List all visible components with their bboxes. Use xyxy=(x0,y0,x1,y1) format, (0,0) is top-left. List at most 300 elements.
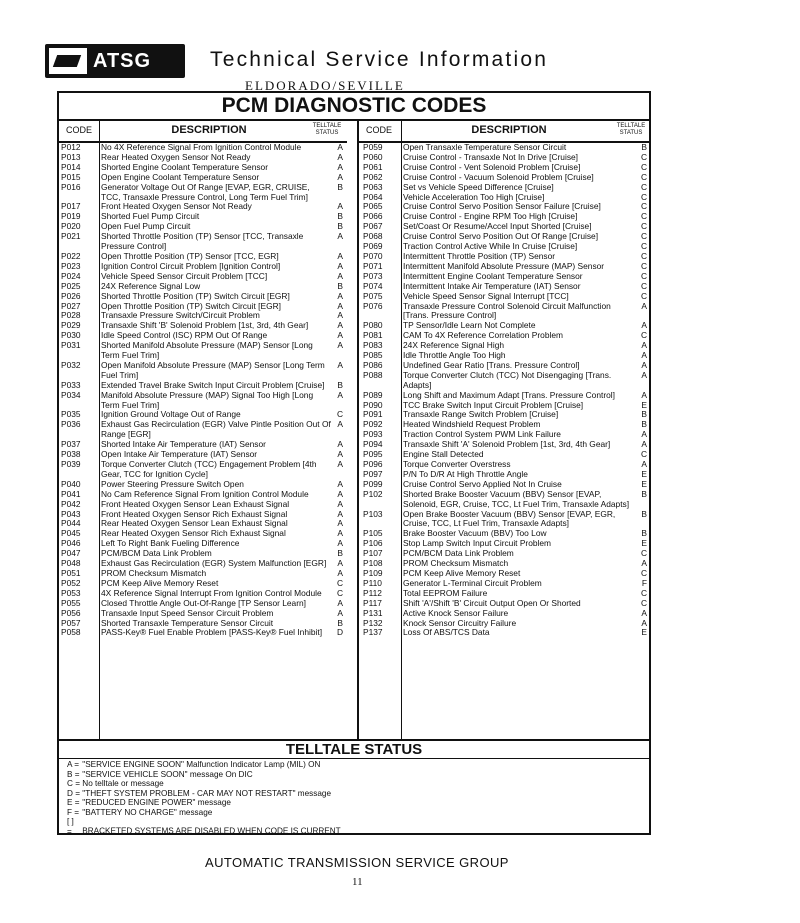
code-id: P044 xyxy=(61,518,81,529)
code-id: P060 xyxy=(363,151,383,162)
header-code: CODE xyxy=(65,125,92,135)
telltale-status: E xyxy=(641,478,647,489)
code-id: P061 xyxy=(363,161,383,172)
legend-list xyxy=(59,759,649,836)
code-id: P088 xyxy=(363,369,383,380)
code-id: P028 xyxy=(61,310,81,321)
code-id: P067 xyxy=(363,221,383,232)
code-id: P109 xyxy=(363,567,383,578)
code-description: Torque Converter Clutch (TCC) Engagement Problem [4th Gear, TCC for Ignition Cycle] xyxy=(101,459,317,479)
code-id: P053 xyxy=(61,587,81,598)
code-id: P096 xyxy=(363,459,383,469)
code-description: Torque Converter Overstress xyxy=(403,459,511,469)
telltale-status: A xyxy=(337,270,343,281)
code-id: P065 xyxy=(363,201,383,212)
code-id: P022 xyxy=(61,250,81,261)
telltale-status: A xyxy=(337,290,343,301)
code-description: Shorted Throttle Position (TP) Sensor [TCC, Transaxle Pressure Control] xyxy=(101,231,304,252)
code-id: P086 xyxy=(363,359,383,370)
telltale-status: A xyxy=(337,597,343,608)
code-description: Transaxle Shift 'B' Solenoid Problem [1st, 3rd, 4th Gear] xyxy=(101,320,309,331)
code-description: 24X Reference Signal High xyxy=(403,340,505,351)
code-description: Heated Windshield Request Problem xyxy=(403,419,541,430)
code-description: Power Steering Pressure Switch Open xyxy=(101,478,244,489)
code-id: P066 xyxy=(363,211,383,222)
telltale-status: A xyxy=(337,607,343,618)
header-telltale: TELLTALE STATUS xyxy=(616,123,646,136)
legend-title: TELLTALE STATUS xyxy=(59,741,649,759)
code-id: P102 xyxy=(363,488,383,499)
legend-item xyxy=(67,798,649,808)
code-id: P059 xyxy=(363,142,383,152)
code-description: Transaxle Input Speed Sensor Circuit Problem xyxy=(101,607,274,618)
code-id: P035 xyxy=(61,409,81,420)
legend-key: [ ] = xyxy=(67,817,74,836)
telltale-status: A xyxy=(337,459,343,469)
code-id: P024 xyxy=(61,270,81,281)
code-description: Generator L-Terminal Circuit Problem xyxy=(403,577,542,588)
code-id: P033 xyxy=(61,379,81,390)
page-number: 11 xyxy=(352,876,363,888)
code-description: PCM Keep Alive Memory Reset xyxy=(101,577,219,588)
telltale-status: A xyxy=(337,538,343,549)
code-description: Intermittent Intake Air Temperature (IAT) Sensor xyxy=(403,280,581,291)
code-description: Cruise Control - Transaxle Not In Drive [Cruise] xyxy=(403,151,578,162)
telltale-status: A xyxy=(337,389,343,400)
code-row xyxy=(363,510,649,530)
code-id: P110 xyxy=(363,577,382,588)
code-description: Shorted Brake Booster Vacuum (BBV) Sensor [EVAP, Solenoid, EGR, Cruise, TCC, Lt Fuel Trim, Transaxle Adapts] xyxy=(403,488,630,509)
code-description: 24X Reference Signal Low xyxy=(101,280,201,291)
code-id: P108 xyxy=(363,558,383,569)
code-row xyxy=(61,628,345,638)
logo-emblem-icon xyxy=(49,48,87,74)
telltale-status: C xyxy=(640,597,647,608)
code-description: Manifold Absolute Pressure (MAP) Signal Too High [Long Term Fuel Trim] xyxy=(101,389,314,410)
telltale-status: A xyxy=(337,498,343,509)
code-description: No Cam Reference Signal From Ignition Control Module xyxy=(101,488,309,499)
code-description: PCM/BCM Data Link Problem xyxy=(101,548,212,559)
code-id: P034 xyxy=(61,389,81,400)
code-row xyxy=(61,361,345,381)
legend-text: BRACKETED SYSTEMS ARE DISABLED WHEN CODE IS CURRENT xyxy=(82,826,341,836)
code-id: P025 xyxy=(61,280,81,291)
code-description: Vehicle Speed Sensor Signal Interrupt [TCC] xyxy=(403,290,569,301)
telltale-status: C xyxy=(640,161,647,172)
code-description: Idle Speed Control (ISC) RPM Out Of Range xyxy=(101,330,268,341)
code-id: P017 xyxy=(61,201,81,212)
code-description: Ignition Control Circuit Problem [Ignition Control] xyxy=(101,260,281,271)
telltale-status: A xyxy=(337,142,343,152)
codes-document xyxy=(57,91,651,835)
telltale-status: C xyxy=(640,211,647,222)
header-telltale: TELLTALE STATUS xyxy=(312,123,342,136)
code-description: Transaxle Shift 'A' Solenoid Problem [1st, 3rd, 4th Gear] xyxy=(403,439,611,450)
telltale-status: E xyxy=(641,399,647,410)
code-id: P064 xyxy=(363,191,383,202)
code-id: P131 xyxy=(363,607,383,618)
code-description: CAM To 4X Reference Correlation Problem xyxy=(403,330,563,341)
code-id: P069 xyxy=(363,241,383,252)
code-description: Set vs Vehicle Speed Difference [Cruise] xyxy=(403,181,554,192)
code-id: P013 xyxy=(61,151,81,162)
telltale-status: C xyxy=(640,449,647,460)
code-id: P106 xyxy=(363,538,383,549)
code-description: Open Throttle Position (TP) Switch Circuit [EGR] xyxy=(101,300,281,311)
code-id: P076 xyxy=(363,300,383,311)
legend-item xyxy=(67,817,649,836)
telltale-status: B xyxy=(641,508,647,519)
code-id: P112 xyxy=(363,587,382,598)
code-description: Vehicle Acceleration Too High [Cruise] xyxy=(403,191,545,202)
code-description: Open Fuel Pump Circuit xyxy=(101,221,191,232)
code-id: P019 xyxy=(61,211,81,222)
code-id: P075 xyxy=(363,290,383,301)
legend-key: F = xyxy=(67,807,80,817)
code-description: Front Heated Oxygen Sensor Lean Exhaust Signal xyxy=(101,498,290,509)
code-description: Front Heated Oxygen Sensor Rich Exhaust Signal xyxy=(101,508,288,519)
telltale-status: A xyxy=(641,359,647,370)
code-id: P080 xyxy=(363,320,383,331)
code-id: P040 xyxy=(61,478,81,489)
code-description: Cruise Control Servo Applied Not In Cruise xyxy=(403,478,562,489)
code-description: Cruise Control - Engine RPM Too High [Cruise] xyxy=(403,211,578,222)
telltale-status: E xyxy=(641,627,647,638)
code-description: Open Manifold Absolute Pressure (MAP) Sensor [Long Term Fuel Trim] xyxy=(101,359,325,380)
code-description: Undefined Gear Ratio [Trans. Pressure Control] xyxy=(403,359,580,370)
telltale-status: C xyxy=(640,231,647,242)
code-description: Cruise Control Servo Position Sensor Failure [Cruise] xyxy=(403,201,601,212)
code-description: Cruise Control - Vent Solenoid Problem [Cruise] xyxy=(403,161,581,172)
telltale-status: C xyxy=(640,221,647,232)
telltale-status: A xyxy=(337,250,343,261)
telltale-status: C xyxy=(336,587,343,598)
atsg-logo xyxy=(45,44,185,78)
telltale-status: A xyxy=(641,607,647,618)
document-title: PCM DIAGNOSTIC CODES xyxy=(59,93,649,121)
header-code: CODE xyxy=(365,125,392,135)
telltale-status: B xyxy=(337,280,343,291)
telltale-status: C xyxy=(640,171,647,182)
code-id: P031 xyxy=(61,340,81,351)
telltale-status: B xyxy=(337,617,343,628)
telltale-status: B xyxy=(641,419,647,430)
telltale-status: C xyxy=(336,577,343,588)
column-header-right xyxy=(359,119,649,143)
code-description: Brake Booster Vacuum (BBV) Too Low xyxy=(403,528,547,539)
telltale-status: A xyxy=(337,201,343,212)
code-id: P051 xyxy=(61,567,81,578)
telltale-status: A xyxy=(337,330,343,341)
code-row xyxy=(363,490,649,510)
telltale-status: A xyxy=(337,151,343,162)
code-row xyxy=(61,391,345,411)
header-title: Technical Service Information xyxy=(210,48,549,71)
telltale-status: C xyxy=(640,181,647,192)
code-id: P073 xyxy=(363,270,383,281)
telltale-status: B xyxy=(641,142,647,152)
telltale-status: A xyxy=(337,518,343,529)
code-id: P047 xyxy=(61,548,81,559)
code-description: Shorted Engine Coolant Temperature Sensor xyxy=(101,161,268,172)
code-id: P029 xyxy=(61,320,81,331)
code-id: P055 xyxy=(61,597,81,608)
legend-key: B = xyxy=(67,769,80,779)
code-description: Idle Throttle Angle Too High xyxy=(403,350,506,361)
telltale-status: A xyxy=(337,508,343,519)
legend-text: "SERVICE VEHICLE SOON" message On DIC xyxy=(82,769,253,779)
telltale-status: C xyxy=(336,409,343,420)
code-id: P041 xyxy=(61,488,81,499)
code-description: PROM Checksum Mismatch xyxy=(101,567,207,578)
legend-item xyxy=(67,808,649,818)
header-description: DESCRIPTION xyxy=(171,124,247,136)
telltale-status: F xyxy=(641,577,647,588)
code-description: Vehicle Speed Sensor Circuit Problem [TCC] xyxy=(101,270,268,281)
telltale-status: C xyxy=(640,270,647,281)
code-id: P039 xyxy=(61,459,81,469)
telltale-status: B xyxy=(337,548,343,559)
telltale-status: B xyxy=(641,528,647,539)
code-description: PASS-Key® Fuel Enable Problem [PASS-Key® Fuel Inhibit] xyxy=(101,627,323,638)
telltale-status: D xyxy=(336,627,343,638)
code-id: P092 xyxy=(363,419,383,430)
code-id: P012 xyxy=(61,142,81,152)
telltale-status: A xyxy=(641,340,647,351)
code-description: Total EEPROM Failure xyxy=(403,587,488,598)
telltale-status: B xyxy=(641,409,647,420)
logo-text: ATSG xyxy=(93,49,152,72)
footer-org: AUTOMATIC TRANSMISSION SERVICE GROUP xyxy=(205,855,509,870)
telltale-status: A xyxy=(337,478,343,489)
telltale-status: A xyxy=(337,449,343,460)
legend-text: "SERVICE ENGINE SOON" Malfunction Indicator Lamp (MIL) ON xyxy=(82,760,321,769)
legend-text: "REDUCED ENGINE POWER" message xyxy=(82,798,231,807)
legend-item xyxy=(67,789,649,799)
telltale-status: A xyxy=(641,617,647,628)
telltale-status: A xyxy=(337,320,343,331)
telltale-status: A xyxy=(641,369,647,380)
code-row xyxy=(61,341,345,361)
code-id: P048 xyxy=(61,558,81,569)
code-description: Traction Control Active While In Cruise [Cruise] xyxy=(403,241,578,252)
code-description: Shorted Throttle Position (TP) Switch Circuit [EGR] xyxy=(101,290,290,301)
code-id: P030 xyxy=(61,330,81,341)
code-description: Set/Coast Or Resume/Accel Input Shorted [Cruise] xyxy=(403,221,592,232)
code-description: Loss Of ABS/TCS Data xyxy=(403,627,490,638)
code-id: P071 xyxy=(363,260,383,271)
code-row xyxy=(363,371,649,391)
code-row xyxy=(61,183,345,203)
telltale-status: B xyxy=(337,221,343,232)
telltale-status: A xyxy=(337,488,343,499)
telltale-status: C xyxy=(640,548,647,559)
legend-key: E = xyxy=(67,798,80,807)
code-row xyxy=(61,609,345,619)
code-description: Ignition Ground Voltage Out of Range xyxy=(101,409,241,420)
legend-text: "BATTERY NO CHARGE" message xyxy=(82,807,213,817)
code-description: PCM/BCM Data Link Problem xyxy=(403,548,514,559)
telltale-status: E xyxy=(641,468,647,479)
code-description: P/N To D/R At High Throttle Angle xyxy=(403,468,528,479)
code-description: Shorted Fuel Pump Circuit xyxy=(101,211,200,222)
telltale-status: A xyxy=(337,558,343,569)
code-id: P037 xyxy=(61,439,81,450)
telltale-status: C xyxy=(640,191,647,202)
telltale-status: A xyxy=(641,558,647,569)
code-id: P036 xyxy=(61,419,81,430)
code-description: Open Throttle Position (TP) Sensor [TCC, EGR] xyxy=(101,250,279,261)
telltale-status: C xyxy=(640,151,647,162)
telltale-status: C xyxy=(640,280,647,291)
code-id: P046 xyxy=(61,538,81,549)
code-row xyxy=(61,292,345,302)
code-id: P042 xyxy=(61,498,81,509)
code-id: P103 xyxy=(363,508,383,519)
code-description: Transaxle Pressure Switch/Circuit Problem xyxy=(101,310,260,321)
telltale-status: C xyxy=(640,250,647,261)
code-id: P089 xyxy=(363,389,383,400)
telltale-status: C xyxy=(640,260,647,271)
code-description: Intermittent Manifold Absolute Pressure (MAP) Sensor xyxy=(403,260,605,271)
code-id: P020 xyxy=(61,221,81,232)
code-description: 4X Reference Signal Interrupt From Ignition Control Module xyxy=(101,587,322,598)
code-description: Front Heated Oxygen Sensor Not Ready xyxy=(101,201,252,212)
code-id: P091 xyxy=(363,409,383,420)
code-id: P117 xyxy=(363,597,382,608)
code-description: Intermittent Throttle Position (TP) Sensor xyxy=(403,250,556,261)
code-description: Shorted Transaxle Temperature Sensor Circuit xyxy=(101,617,274,628)
code-id: P070 xyxy=(363,250,383,261)
code-row xyxy=(363,628,649,638)
code-id: P132 xyxy=(363,617,383,628)
telltale-status: E xyxy=(641,538,647,549)
code-description: Closed Throttle Angle Out-Of-Range [TP Sensor Learn] xyxy=(101,597,306,608)
codes-left-column xyxy=(61,143,345,638)
code-id: P090 xyxy=(363,399,383,410)
code-description: Knock Sensor Circuitry Failure xyxy=(403,617,517,628)
telltale-status: A xyxy=(641,350,647,361)
code-id: P107 xyxy=(363,548,383,559)
telltale-status: A xyxy=(641,389,647,400)
code-row xyxy=(363,302,649,322)
code-description: Exhaust Gas Recirculation (EGR) System Malfunction [EGR] xyxy=(101,558,327,569)
legend-item xyxy=(67,770,649,780)
code-id: P057 xyxy=(61,617,81,628)
legend-key: D = xyxy=(67,788,80,798)
code-id: P016 xyxy=(61,181,81,192)
code-id: P099 xyxy=(363,478,383,489)
code-description: Torque Converter Clutch (TCC) Not Disengaging [Trans. Adapts] xyxy=(403,369,612,390)
telltale-status: C xyxy=(640,241,647,252)
code-description: Cruise Control - Vacuum Solenoid Problem [Cruise] xyxy=(403,171,594,182)
telltale-status: A xyxy=(337,419,343,430)
code-description: Shorted Intake Air Temperature (IAT) Sensor xyxy=(101,439,266,450)
legend-text: "THEFT SYSTEM PROBLEM - CAR MAY NOT RESTART" message xyxy=(82,788,332,798)
code-description: Shorted Manifold Absolute Pressure (MAP) Sensor [Long Term Fuel Trim] xyxy=(101,340,313,361)
telltale-status: A xyxy=(641,439,647,450)
telltale-status: A xyxy=(337,359,343,370)
code-id: P094 xyxy=(363,439,383,450)
legend-text: No telltale or message xyxy=(82,779,164,788)
telltale-status: A xyxy=(337,567,343,578)
telltale-status: A xyxy=(337,439,343,450)
code-description: Cruise Control Servo Position Out Of Range [Cruise] xyxy=(403,231,599,242)
code-id: P105 xyxy=(363,528,383,539)
code-description: Generator Voltage Out Of Range [EVAP, EGR, CRUISE, TCC, Transaxle Pressure Control, Long Term Fuel Trim] xyxy=(101,181,310,202)
code-description: Extended Travel Brake Switch Input Circuit Problem [Cruise] xyxy=(101,379,325,390)
code-description: Shift 'A'/Shift 'B' Circuit Output Open Or Shorted xyxy=(403,597,581,608)
legend-item xyxy=(67,779,649,789)
code-description: Transaxle Range Switch Problem [Cruise] xyxy=(403,409,559,420)
telltale-legend xyxy=(59,739,649,836)
telltale-status: A xyxy=(337,161,343,172)
code-id: P097 xyxy=(363,468,383,479)
code-id: P027 xyxy=(61,300,81,311)
telltale-status: C xyxy=(640,587,647,598)
code-row xyxy=(61,420,345,440)
telltale-status: A xyxy=(337,231,343,242)
code-id: P014 xyxy=(61,161,81,172)
telltale-status: C xyxy=(640,330,647,341)
telltale-status: B xyxy=(337,211,343,222)
code-row xyxy=(363,609,649,619)
code-row xyxy=(363,292,649,302)
code-id: P074 xyxy=(363,280,383,291)
code-description: PROM Checksum Mismatch xyxy=(403,558,509,569)
code-description: PCM Keep Alive Memory Reset xyxy=(403,567,521,578)
code-description: Stop Lamp Switch Input Circuit Problem xyxy=(403,538,552,549)
code-description: Left To Right Bank Fueling Difference xyxy=(101,538,240,549)
telltale-status: A xyxy=(337,310,343,321)
telltale-status: A xyxy=(641,459,647,469)
code-description: TCC Brake Switch Input Circuit Problem [Cruise] xyxy=(403,399,584,410)
code-id: P038 xyxy=(61,449,81,460)
code-description: Open Engine Coolant Temperature Sensor xyxy=(101,171,260,182)
code-id: P062 xyxy=(363,171,383,182)
code-id: P056 xyxy=(61,607,81,618)
telltale-status: B xyxy=(641,488,647,499)
code-id: P043 xyxy=(61,508,81,519)
code-description: Open Intake Air Temperature (IAT) Sensor xyxy=(101,449,258,460)
code-id: P085 xyxy=(363,350,383,361)
code-description: Traction Control System PWM Link Failure xyxy=(403,429,561,440)
code-id: P095 xyxy=(363,449,383,460)
code-id: P137 xyxy=(363,627,383,638)
legend-key: C = xyxy=(67,779,80,788)
header-description: DESCRIPTION xyxy=(471,124,547,136)
code-description: Long Shift and Maximum Adapt [Trans. Pressure Control] xyxy=(403,389,615,400)
codes-right-column xyxy=(363,143,649,638)
telltale-status: C xyxy=(640,290,647,301)
code-id: P063 xyxy=(363,181,383,192)
code-id: P023 xyxy=(61,260,81,271)
code-id: P032 xyxy=(61,359,81,370)
code-id: P045 xyxy=(61,528,81,539)
code-id: P021 xyxy=(61,231,81,242)
telltale-status: B xyxy=(337,379,343,390)
code-id: P015 xyxy=(61,171,81,182)
code-description: Intermittent Engine Coolant Temperature Sensor xyxy=(403,270,583,281)
code-id: P068 xyxy=(363,231,383,242)
telltale-status: C xyxy=(640,201,647,212)
code-description: TP Sensor/Idle Learn Not Complete xyxy=(403,320,536,331)
column-header-left xyxy=(59,119,347,143)
telltale-status: A xyxy=(337,340,343,351)
code-description: Rear Heated Oxygen Sensor Lean Exhaust Signal xyxy=(101,518,288,529)
code-description: Open Transaxle Temperature Sensor Circuit xyxy=(403,142,567,152)
vehicle-subtitle: ELDORADO/SEVILLE xyxy=(245,78,405,93)
